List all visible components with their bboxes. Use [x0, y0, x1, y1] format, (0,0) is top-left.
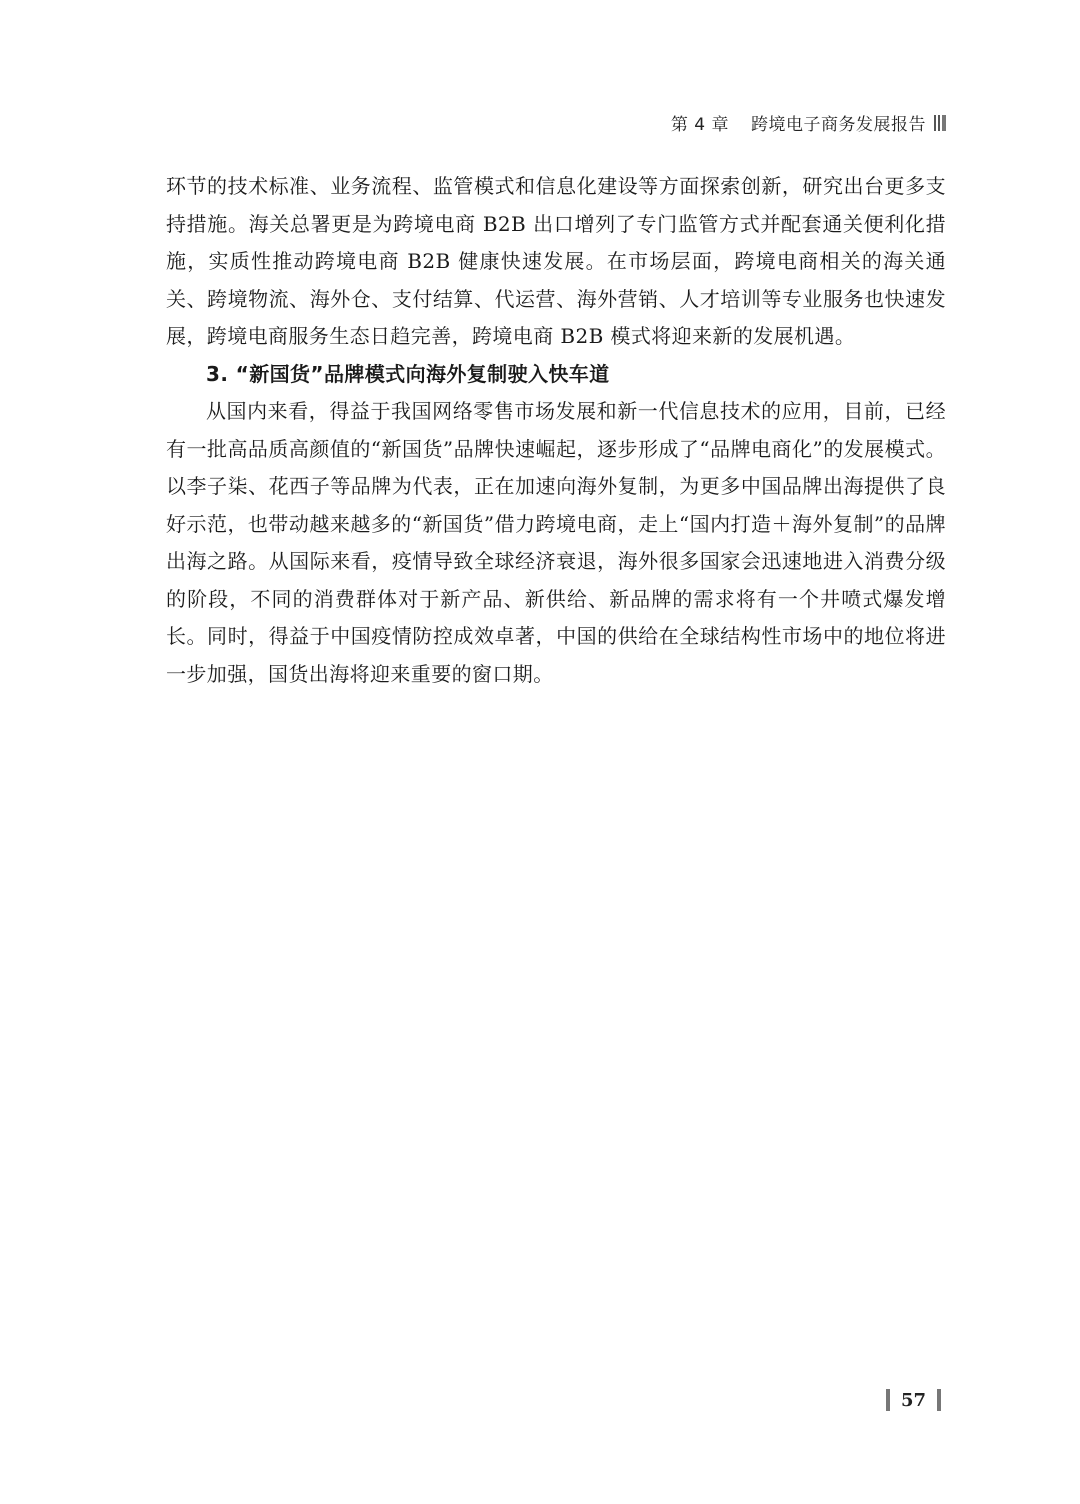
- chapter-label: 第 4 章: [670, 115, 729, 135]
- page-footer: [886, 1388, 941, 1412]
- page-body: [166, 168, 946, 693]
- body-paragraph: 从国内来看，得益于我国网络零售市场发展和新一代信息技术的应用，目前，已经有一批高品质高颜值的“新国货”品牌快速崛起，逐步形成了“品牌电商化”的发展模式。以李子柒、花西子等品牌为代表，正在加速向海外复制，为更多中国品牌出海提供了良好示范，也带动越来越多的“新国货”借力跨境电商，走上“国内打造＋海外复制”的品牌出海之路。从国际来看，疫情导致全球经济衰退，海外很多国家会迅速地进入消费分级的阶段，不同的消费群体对于新产品、新供给、新品牌的需求将有一个井喷式爆发增长。同时，得益于中国疫情防控成效卓著，中国的供给在全球结构性市场中的地位将进一步加强，国货出海将迎来重要的窗口期。: [166, 399, 946, 686]
- page-number: 57: [901, 1389, 927, 1411]
- footer-bar-left: [886, 1389, 890, 1411]
- body-paragraph: 环节的技术标准、业务流程、监管模式和信息化建设等方面探索创新，研究出台更多支持措施。海关总署更是为跨境电商 B2B 出口增列了专门监管方式并配套通关便利化措施，实质性推动跨境电商 B2B 健康快速发展。在市场层面，跨境电商相关的海关通关、跨境物流、海外仓、支付结算、代运营、海外营销、人才培训等专业服务也快速发展，跨境电商服务生态日趋完善，跨境电商 B2B 模式将迎来新的发展机遇。: [166, 174, 946, 348]
- section-heading: 3. “新国货”品牌模式向海外复制驶入快车道: [206, 361, 610, 386]
- running-header: [671, 110, 946, 135]
- footer-bar-right: [937, 1389, 941, 1411]
- chapter-title: 跨境电子商务发展报告: [751, 115, 926, 135]
- header-bars-decoration: [932, 115, 946, 131]
